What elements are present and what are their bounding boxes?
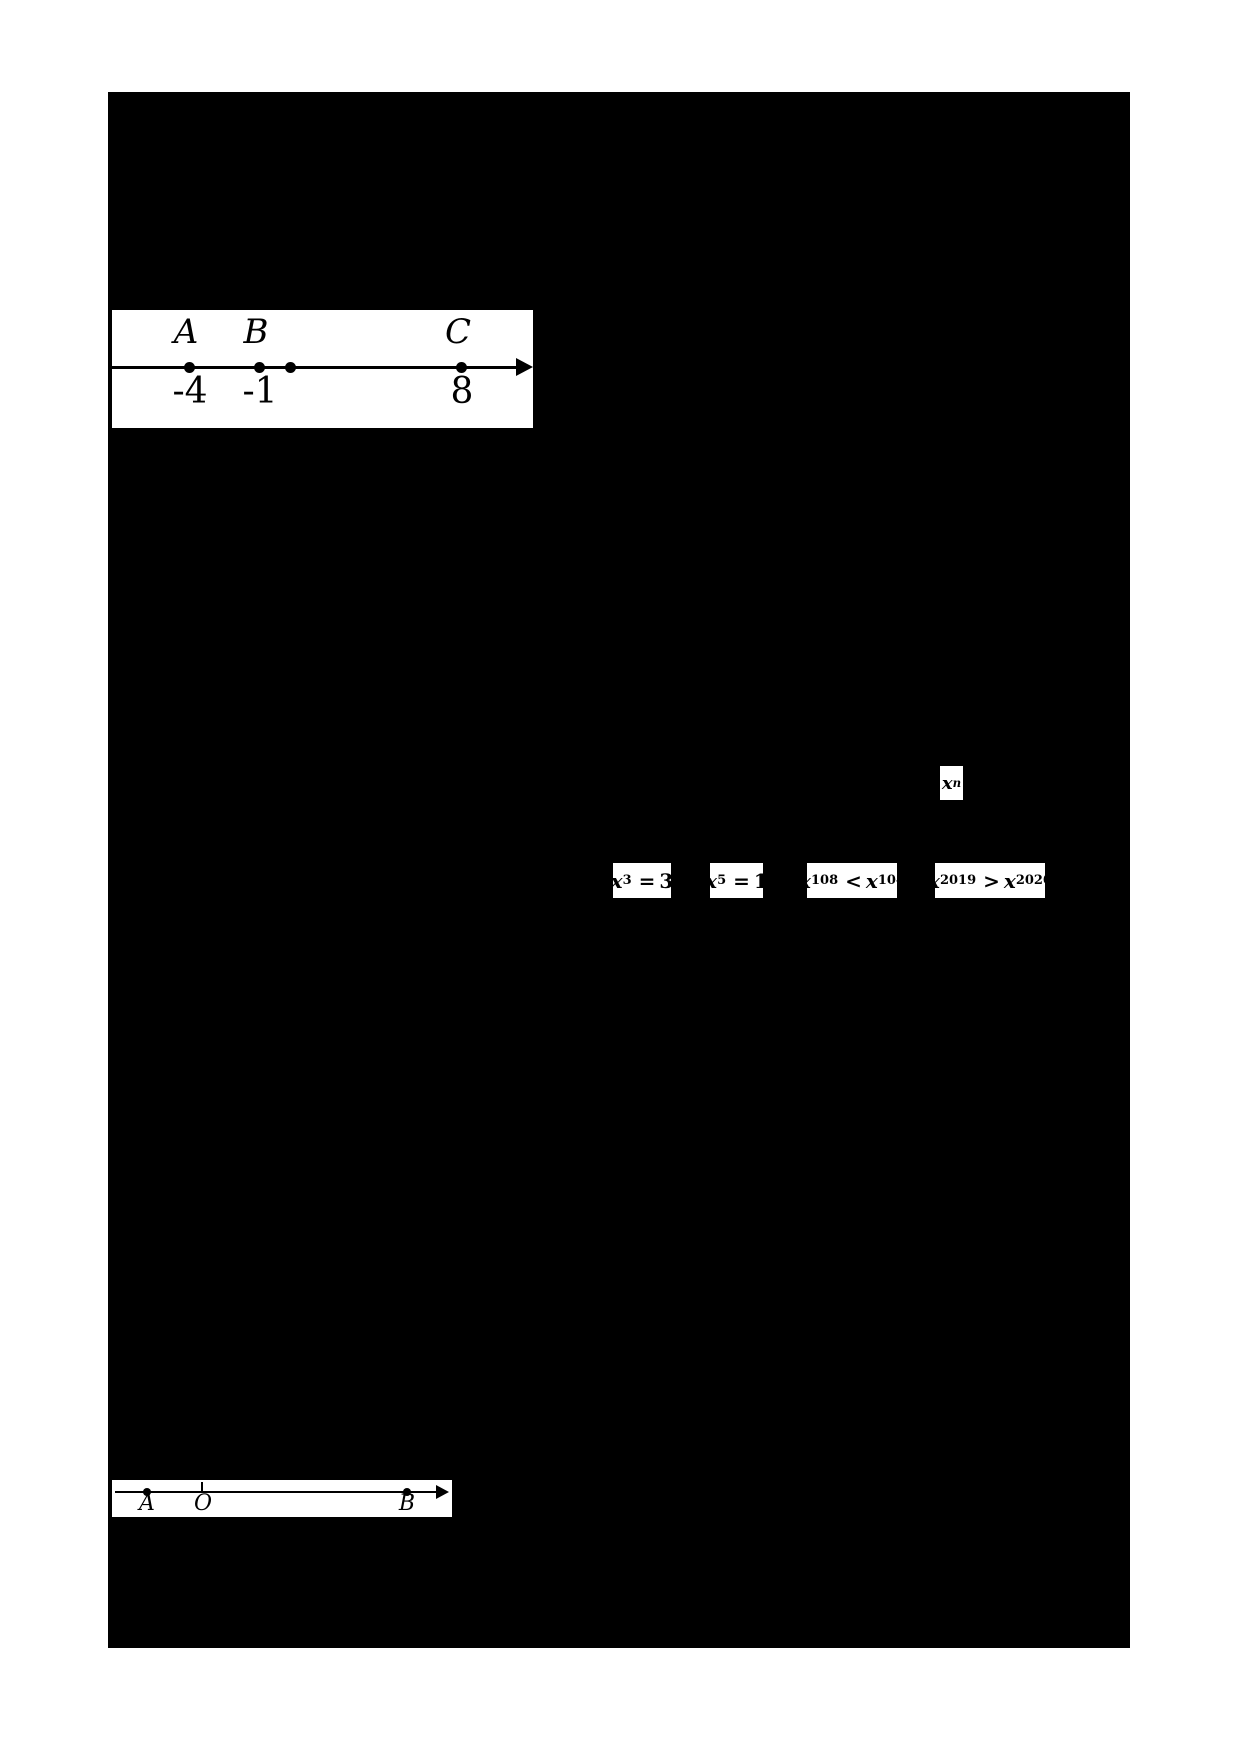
equation-x5-equals-1: x 5 = 1 <box>710 863 763 898</box>
xn-term-fragment: x n <box>940 766 963 800</box>
eq1-operator: = <box>638 868 656 893</box>
inequality-x108-less-x104: x 108 < x 104 <box>807 863 897 898</box>
eq2-operator: = <box>733 868 750 893</box>
number-line-axis <box>115 1491 442 1493</box>
number-line-figure-bottom <box>112 1480 452 1517</box>
eq2-rhs: 1 <box>753 868 768 893</box>
point-b-value: -1 <box>242 371 278 412</box>
blacked-out-page <box>108 92 1130 1648</box>
eq1-lhs-base: x <box>610 868 623 893</box>
axis-arrow-icon <box>516 358 533 376</box>
point-b-label: B <box>398 1491 416 1516</box>
point-c-value: 8 <box>450 371 474 412</box>
eq1-rhs: 3 <box>659 868 674 893</box>
number-line-figure-top <box>112 310 533 428</box>
eq3-rhs-base: x <box>865 868 878 893</box>
point-a-label: A <box>173 312 199 352</box>
point-b-label: B <box>243 312 269 352</box>
eq3-operator: < <box>845 868 862 893</box>
eq3-lhs-base: x <box>799 868 811 893</box>
point-a-value: -4 <box>172 371 208 412</box>
eq2-lhs-base: x <box>705 868 718 893</box>
eq4-operator: > <box>983 868 1000 893</box>
equation-x3-equals-3: x 3 = 3 <box>613 863 671 898</box>
axis-arrow-icon <box>436 1485 449 1499</box>
eq4-lhs-base: x <box>928 868 940 893</box>
point-a-label: A <box>139 1491 155 1516</box>
point-c-label: C <box>444 312 472 352</box>
eq4-rhs-base: x <box>1003 868 1016 893</box>
inequality-x2019-greater-x2020: x 2019 > x 2020 <box>935 863 1045 898</box>
xn-base: x <box>941 772 953 794</box>
unlabeled-dot <box>285 362 296 373</box>
origin-label: O <box>193 1491 213 1516</box>
